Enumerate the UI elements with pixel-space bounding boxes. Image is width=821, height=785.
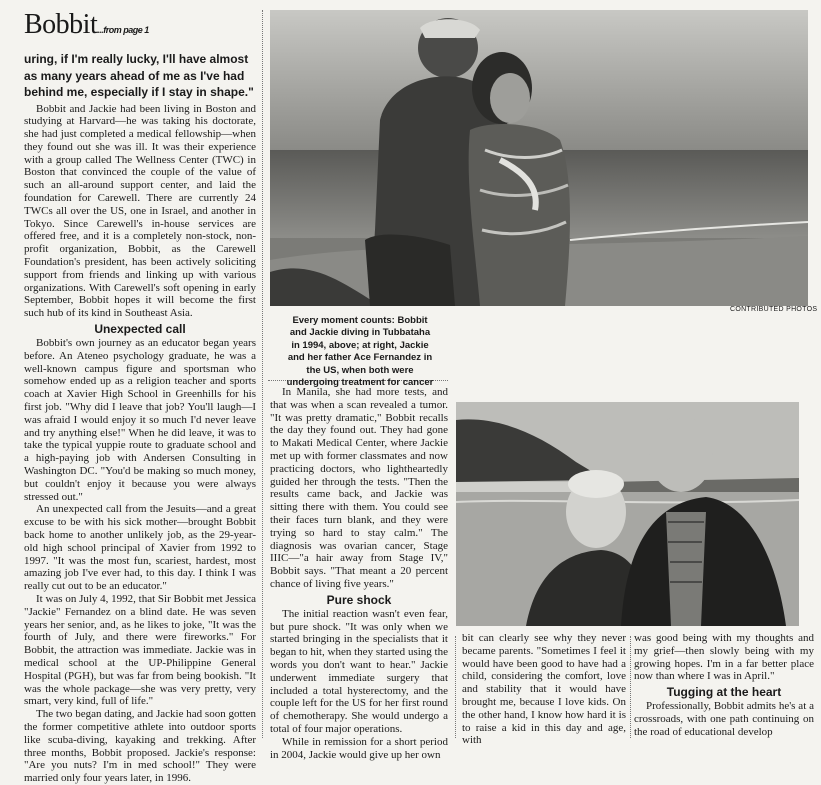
body-paragraph: While in remission for a short period in 2004, Jackie would give up her own: [270, 735, 448, 761]
title-text: Bobbit: [24, 9, 98, 40]
body-paragraph: It was on July 4, 1992, that Sir Bobbit met Jessica "Jackie" Fernandez on a blind date. He was seven years her senior, and, as he likes to joke, "It was the fourth of July, and there were fireworks." For Bobbit, the attraction was immediate. Jackie was in medical school at the UP-Philippine General Hospital (PGH), but was far from being bookish. "It was the whole package—she was very pretty, very smart, very kind, full of life.": [24, 592, 256, 708]
photo-father-daughter: [456, 402, 799, 626]
section-title: [24, 8, 256, 47]
right-column-1: [462, 632, 626, 747]
photo-father-daughter-image: [456, 402, 799, 626]
photo-diving-couple: [270, 10, 808, 306]
photo-diving-couple-image: [270, 10, 808, 306]
subhead-tugging-at-the-heart: Tugging at the heart: [666, 685, 782, 700]
middle-column: [270, 386, 448, 761]
body-paragraph: An unexpected call from the Jesuits—and a great excuse to be with his sick mother—brought Bobbit back home to another unlikely job, as the 29-year-old high school principal of Xavier from 1992 to 1997. "It was the most fun, scariest, hardest, most amazing job I've ever had, to this day. I think I was really cut out to be an educator.": [24, 503, 256, 593]
column-rule: [262, 10, 263, 738]
left-column: [24, 8, 256, 785]
subhead-unexpected-call: Unexpected call: [94, 322, 186, 337]
right-column-2: [634, 632, 814, 738]
photo-caption: Every moment counts: Bobbit and Jackie diving in Tubbataha in 1994, above; at right, Jackie and her father Ace Fernandez in the US, when both were undergoing treatment for cancer: [286, 315, 434, 389]
body-paragraph: bit can clearly see why they never became parents. "Sometimes I feel it would have been good to have had a child, considering the comfort, love and stability that it would have brought me, because I love kids. On the other hand, I know how hard it is to raise a kid in this day and age, with: [462, 632, 626, 747]
body-paragraph: was good being with my thoughts and my grief—then slowly being with my growing hopes. I'm in a far better place now than where I was in April.": [634, 632, 814, 683]
body-paragraph: The two began dating, and Jackie had soon gotten the former competitive athlete into outdoor sports like scuba-diving, kayaking and trekking. After three months, Bobbit proposed. Jackie's response: "Are you nuts? I'm in med school!" They were married only four years later, in 1996.: [24, 708, 256, 785]
pull-quote: uring, if I'm really lucky, I'll have almost as many years ahead of me as I've had behind me, especially if I stay in shape.": [24, 52, 254, 99]
column-rule: [630, 636, 631, 738]
photo-credit: CONTRIBUTED PHOTOS: [730, 306, 818, 313]
body-paragraph: In Manila, she had more tests, and that was when a scan revealed a tumor. "It was pretty dramatic," Bobbit recalls the day they found out. They had gone to Makati Medical Center, where Jackie met up with former classmates and now practicing doctors, who lightheartedly guided her through the tests. "Then the results came back, and Jackie was sitting there with them. You could see their faces turn blank, and they were trying so hard to stay calm." The diagnosis was ovarian cancer, Stage IIIC—"a hair away from Stage IV," Bobbit says. "That meant a 20 percent chance of living five years.": [270, 386, 448, 590]
continued-from-label: ...from page 1: [97, 25, 149, 35]
body-paragraph: Professionally, Bobbit admits he's at a crossroads, with one path continuing on the road of educational develop: [634, 700, 814, 738]
column-rule: [455, 636, 456, 738]
body-paragraph: The initial reaction wasn't even fear, but pure shock. "It was only when we started bringing in the specialists that it began to hit, when they started using the words you don't want to hear." Jackie underwent immediate surgery that included a total hysterectomy, and the couple left for the US for her first round of chemotherapy. She would undergo a total of four major operations.: [270, 607, 448, 735]
subhead-pure-shock: Pure shock: [326, 592, 392, 607]
body-paragraph: Bobbit's own journey as an educator began years before. An Ateneo psychology graduate, he was a well-known campus figure and sportsman who somehow ended up as a religion teacher and sports coach at Xavier High School in Greenhills for his first job. "Why did I leave that job? You'll laugh—I was afraid I would enjoy it so much I'd never leave and try anything else!" When he did leave, it was to take the typical yuppie route to graduate school and a high-paying job with Andersen Consulting in Washington DC. "You'd be making so much money, but couldn't enjoy it because you were always stressed out.": [24, 337, 256, 503]
body-paragraph: Bobbit and Jackie had been living in Boston and studying at Harvard—he was taking his doctorate, she had just completed a medical fellowship—when they found out she was ill. It was their experience with a group called The Wellness Center (TWC) in Boston that convinced the couple of the value of such an all-around support center, and laid the foundation for Carewell. There are currently 24 TWCs all over the US, one in Israel, and another in Tokyo. Since Carewell's in-house services are offered free, and it is a completely non-stock, non-profit organization, Bobbit, as the Carewell Foundation's president, has been actively soliciting support from friends and linking up with various organizations. With Carewell's soft opening in early September, Bobbit hopes it will become the first such hub of its kind in Southeast Asia.: [24, 102, 256, 320]
